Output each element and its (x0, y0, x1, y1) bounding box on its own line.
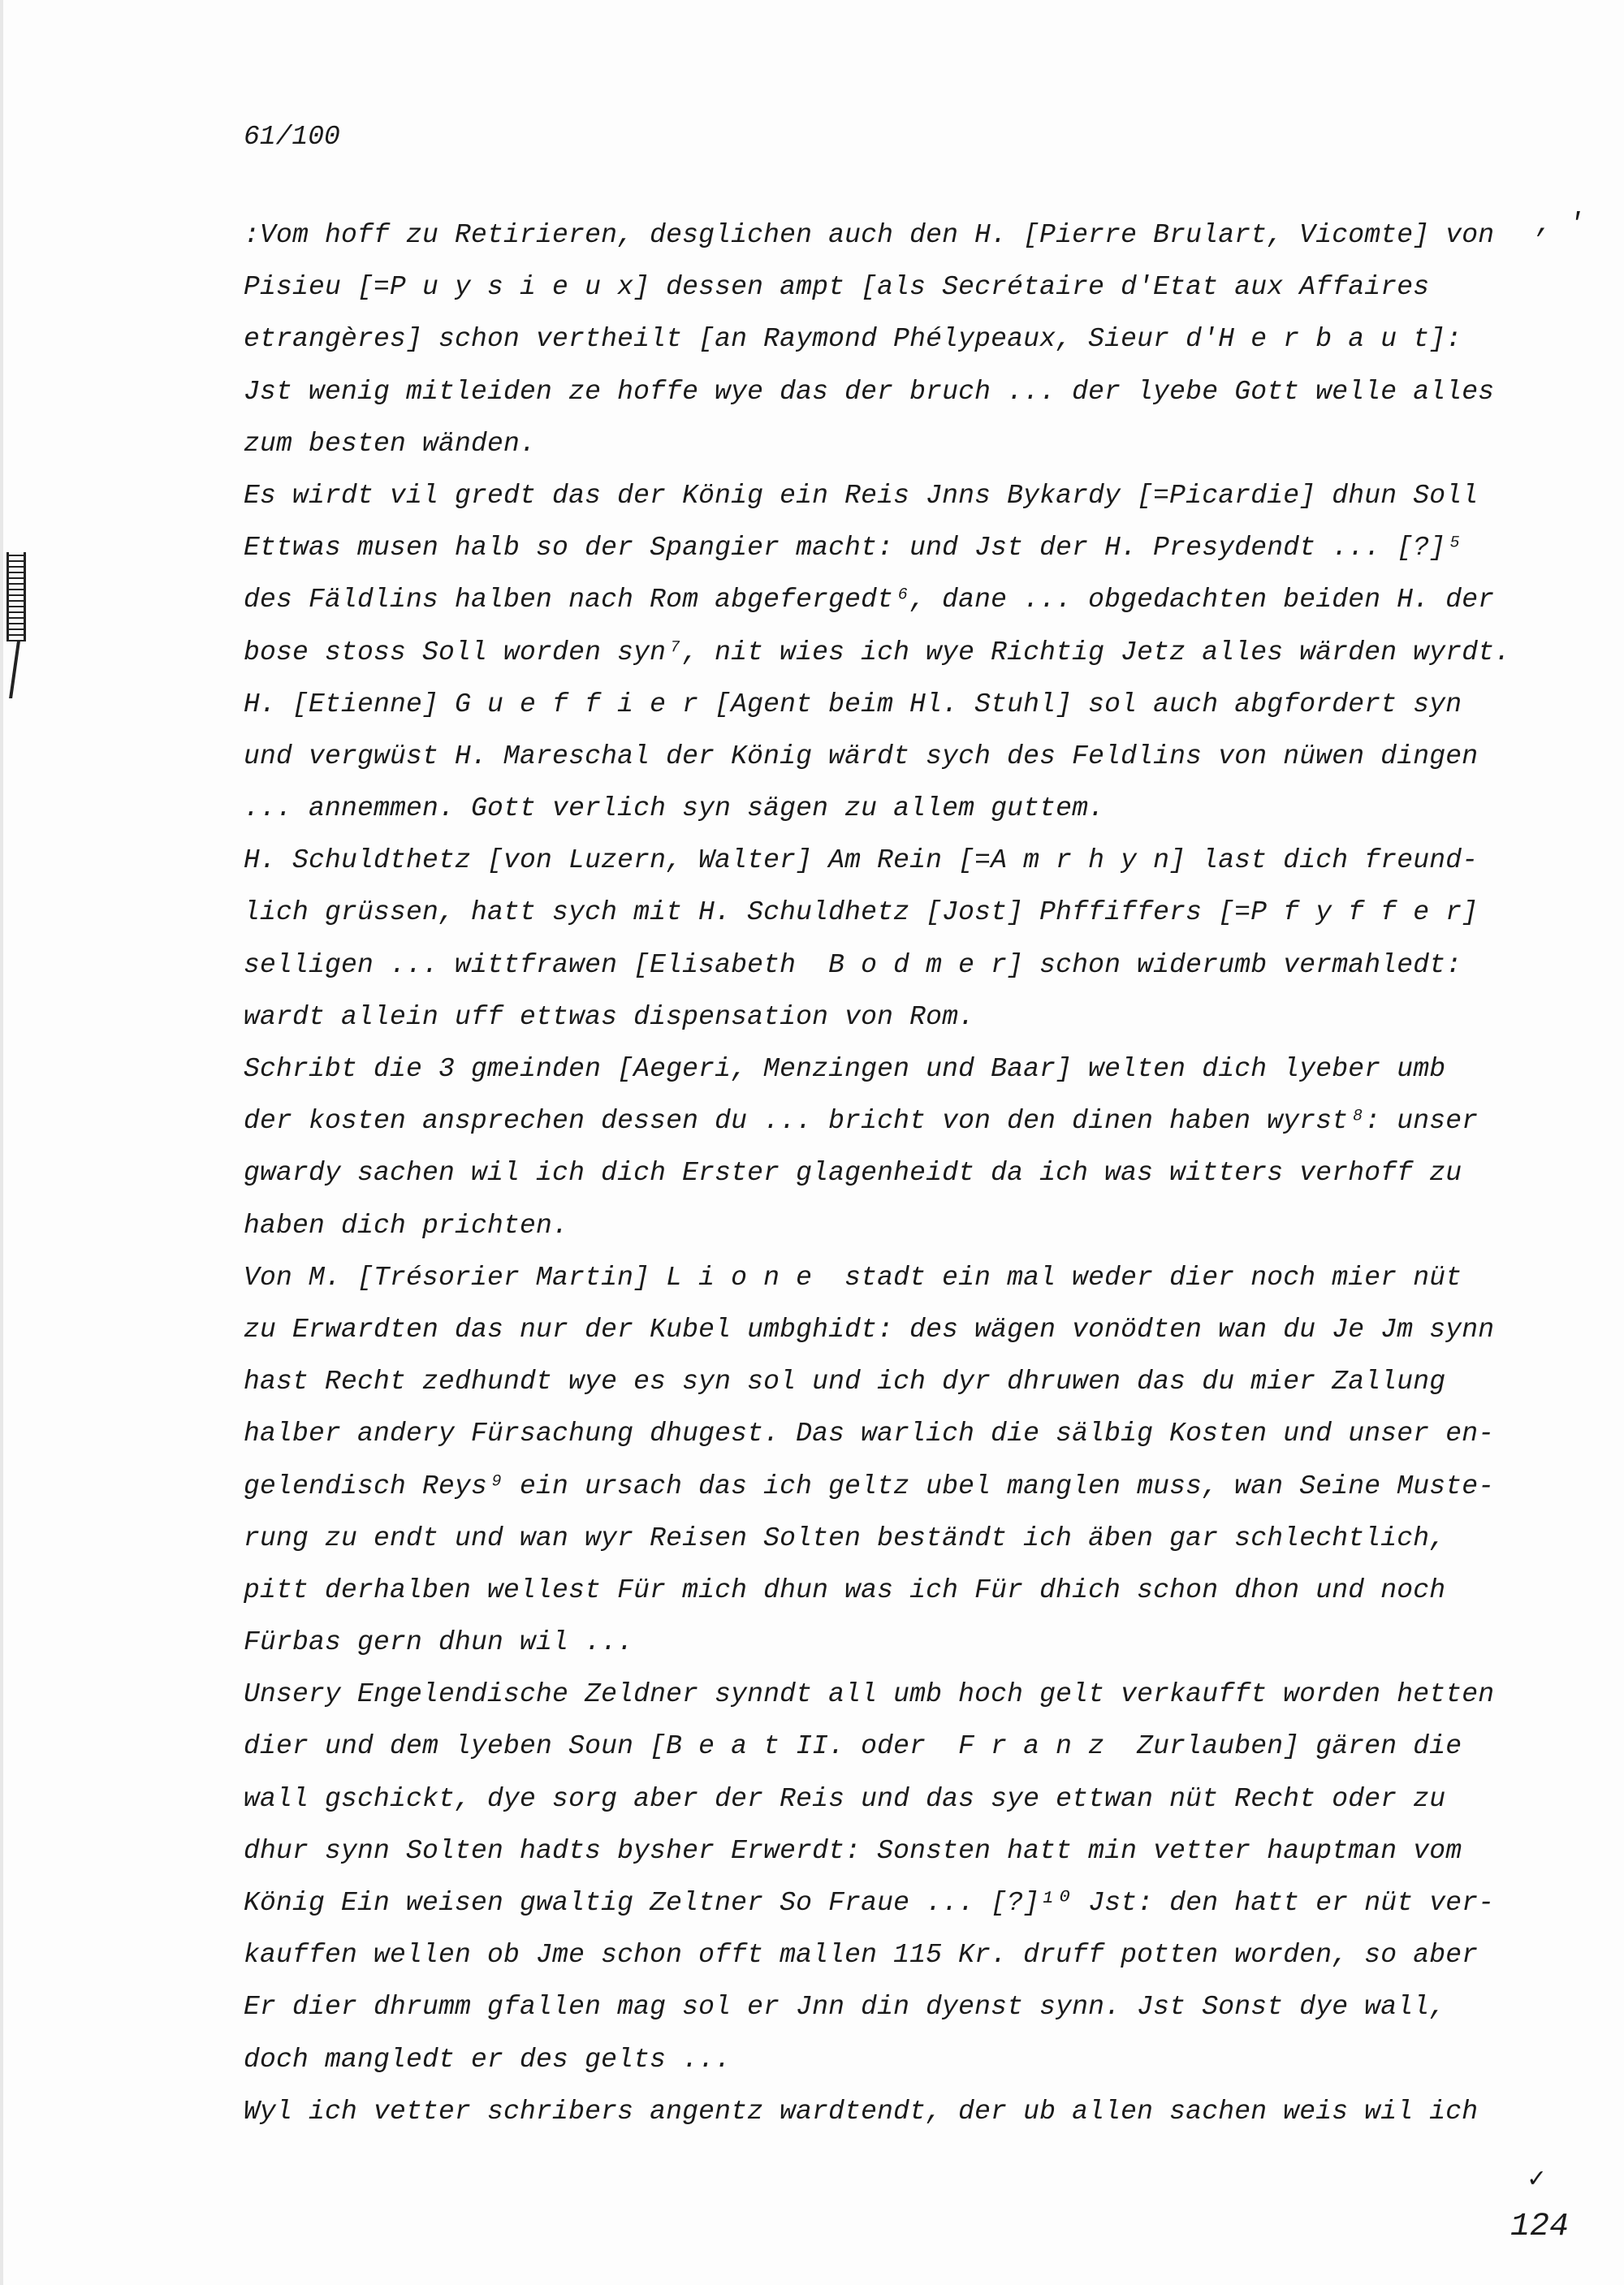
text-line: des Fäldlins halben nach Rom abgefergedt⁶, dane ... obgedachten beiden H. der (244, 585, 1495, 616)
text-line: und vergwüst H. Mareschal der König wärdt sych des Feldlins von nüwen dingen (244, 741, 1479, 771)
text-line: der kosten ansprechen dessen du ... bricht von den dinen haben wyrst⁸: unser (244, 1106, 1479, 1137)
text-line: Ettwas musen halb so der Spangier macht: und Jst der H. Presydendt ... [?]⁵ (244, 533, 1462, 564)
text-line: Von M. [Trésorier Martin] L i o n e stadt ein mal weder dier noch mier nüt (244, 1262, 1462, 1293)
text-line: König Ein weisen gwaltig Zeltner So Fraue ... [?]¹⁰ Jst: den hatt er nüt ver- (244, 1888, 1495, 1918)
text-line: etrangères] schon vertheilt [an Raymond Phélypeaux, Sieur d'H e r b a u t]: (244, 324, 1462, 355)
text-line: Schribt die 3 gmeinden [Aegeri, Menzingen und Baar] welten dich lyeber umb (244, 1054, 1446, 1084)
transcription-text (244, 209, 1527, 2138)
text-line: ... annemmen. Gott verlich syn sägen zu allem guttem. (244, 793, 1105, 824)
text-line: rung zu endt und wan wyr Reisen Solten beständt ich äben gar schlechtlich, (244, 1523, 1446, 1553)
text-line: pitt derhalben wellest Für mich dhun was ich Für dhich schon dhon und noch (244, 1574, 1446, 1605)
text-line: lich grüssen, hatt sych mit H. Schuldhetz [Jost] Phffiffers [=P f y f f e r] (244, 897, 1479, 928)
checkmark-icon: ✓ (1528, 2165, 1545, 2196)
text-line: bose stoss Soll worden syn⁷, nit wies ich wye Richtig Jetz alles wärden wyrdt. (244, 637, 1511, 667)
text-line: dhur synn Solten hadts bysher Erwerdt: Sonsten hatt min vetter hauptman vom (244, 1835, 1462, 1866)
text-line: Es wirdt vil gredt das der König ein Reis Jnns Bykardy [=Picardie] dhun Soll (244, 480, 1479, 511)
text-line: :Vom hoff zu Retirieren, desglichen auch den H. [Pierre Brulart, Vicomte] von (244, 220, 1495, 250)
text-line: H. Schuldthetz [von Luzern, Walter] Am Rein [=A m r h y n] last dich freund- (244, 845, 1479, 876)
binding-bracket-mark (6, 552, 26, 641)
text-line: selligen ... wittfrawen [Elisabeth B o d m e r] schon widerumb vermahledt: (244, 949, 1462, 980)
text-line: Fürbas gern dhun wil ... (244, 1627, 634, 1658)
text-line: dier und dem lyeben Soun [B e a t II. oder F r a n z Zurlauben] gären die (244, 1731, 1462, 1762)
text-line: Pisieu [=P u y s i e u x] dessen ampt [als Secrétaire d'Etat aux Affaires (244, 272, 1430, 303)
text-line: halber andery Fürsachung dhugest. Das warlich die sälbig Kosten und unser en- (244, 1419, 1495, 1449)
text-line: zum besten wänden. (244, 428, 537, 459)
text-line: gelendisch Reys⁹ ein ursach das ich geltz ubel manglen muss, wan Seine Muste- (244, 1471, 1495, 1501)
text-line: kauffen wellen ob Jme schon offt mallen 115 Kr. druff potten worden, so aber (244, 1940, 1479, 1971)
text-line: Unsery Engelendische Zeldner synndt all umb hoch gelt verkaufft worden hetten (244, 1679, 1495, 1710)
text-line: hast Recht zedhundt wye es syn sol und ich dyr dhruwen das du mier Zallung (244, 1367, 1446, 1397)
text-line: haben dich prichten. (244, 1210, 569, 1241)
text-line: H. [Etienne] G u e f f i e r [Agent beim Hl. Stuhl] sol auch abgfordert syn (244, 689, 1462, 719)
page-number: 61/100 (244, 122, 340, 152)
text-line: wardt allein uff ettwas dispensation von Rom. (244, 1001, 975, 1032)
scan-edge (0, 0, 3, 2285)
text-line: Er dier dhrumm gfallen mag sol er Jnn din dyenst synn. Jst Sonst dye wall, (244, 1992, 1446, 2023)
text-line: gwardy sachen wil ich dich Erster glagenheidt da ich was witters verhoff zu (244, 1158, 1462, 1189)
text-line: wall gschickt, dye sorg aber der Reis und das sye ettwan nüt Recht oder zu (244, 1783, 1446, 1814)
text-line: Wyl ich vetter schribers angentz wardtendt, der ub allen sachen weis wil ich (244, 2096, 1479, 2127)
text-line: zu Erwardten das nur der Kubel umbghidt: des wägen vonödten wan du Je Jm synn (244, 1314, 1495, 1345)
binding-bracket-tail (9, 641, 20, 698)
text-line: Jst wenig mitleiden ze hoffe wye das der bruch ... der lyebe Gott welle alles (244, 376, 1495, 407)
folio-number: 124 (1510, 2209, 1570, 2245)
margin-mark: ‚ ' (1535, 209, 1585, 240)
text-line: doch mangledt er des gelts ... (244, 2044, 732, 2075)
